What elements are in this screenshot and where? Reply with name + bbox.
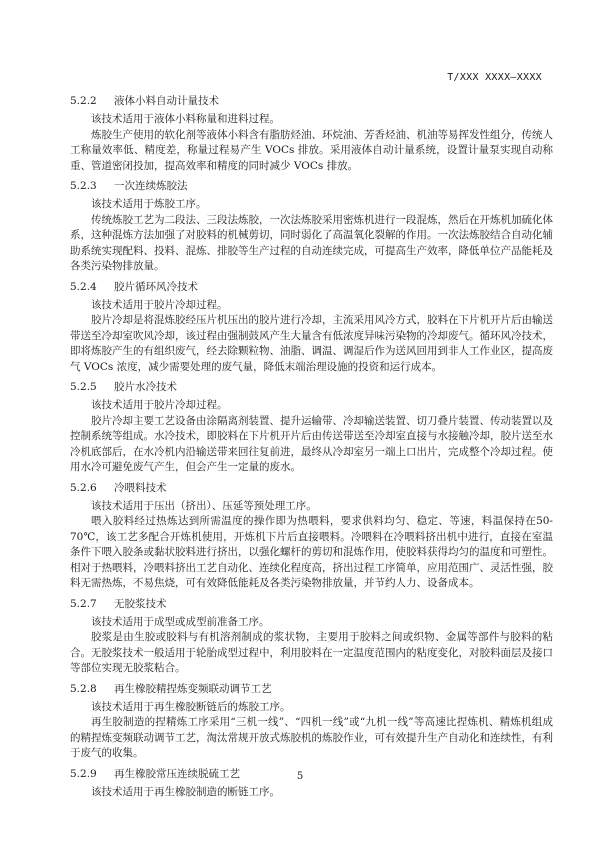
section-number: 5.2.4 [70,280,97,293]
scope-paragraph: 该技术适用于胶片冷却过程。 [91,399,228,411]
body-paragraph: 胶片冷却主要工艺设备由涂隔离剂装置、提升运输带、冷却输送装置、切刀叠片装置、传动装置以及控制系统等组成。水冷技术，即胶料在下片机开片后由传送带送至冷却室直接与水接触冷却，胶片送至水冷机底部后，在水冷机内沿输送带来回往复前进，最终从冷却室另一端上口出片，完成整个冷却过程。使用水冷可避免废气产生，但会产生一定量的废水。 [70,414,553,473]
section-number: 5.2.3 [70,180,97,192]
body-paragraph: 胶浆是由生胶或胶料与有机溶剂制成的浆状物，主要用于胶料之间或织物、金属等部件与胶料的粘合。无胶浆技术一般适用于轮胎成型过程中，利用胶料在一定温度范围内的粘度变化，对胶料面层及接口等部位实现无胶浆粘合。 [70,631,553,674]
section-heading [70,280,553,295]
body-paragraph: 传统炼胶工艺为二段法、三段法炼胶，一次法炼胶采用密炼机进行一段混炼，然后在开炼机加硫化体系，这种混炼方法加强了对胶料的机械剪切，同时弱化了高温氧化裂解的作用。一次法炼胶结合自动化辅助系统实现配料、投料、混炼、排胶等生产过程的自动连续完成，可提高生产效率，降低单位产品能耗及各类污染物排放量。 [70,213,553,272]
section-heading [70,682,553,697]
section-5-2-3 [70,179,553,275]
section-title: 再生橡胶精捏炼变频联动调节工艺 [114,682,272,695]
section-5-2-6 [70,481,553,592]
section-heading [70,481,553,496]
document-body [70,94,553,805]
scope-paragraph: 该技术适用于再生橡胶断链后的炼胶工序。 [91,700,291,713]
scope-paragraph: 该技术适用于再生橡胶制造的断链工序。 [91,785,280,798]
body-paragraph: 喂入胶料经过热炼达到所需温度的操作即为热喂料，要求供料均匀、稳定、等速，料温保持在50-70℃，该工艺多配合开炼机使用，开炼机下片后直接喂料。冷喂料在冷喂料挤出机中进行，直接在室温条件下喂入胶条或黏状胶料进行挤出，以强化螺杆的剪切和混炼作用，使胶料获得均匀的温度和可塑性。相对于热喂料，冷喂料挤出工艺自动化、连续化程度高，挤出过程工序简单，应用范围广、灵活性强，胶料无需热炼，不易焦烧，可有效降低能耗及各类污染物排放量，并节约人力、设备成本。 [70,515,553,589]
scope-paragraph: 该技术适用于成型或成型前准备工序。 [91,615,270,628]
section-heading [70,94,553,109]
section-number: 5.2.9 [70,767,97,780]
section-5-2-2 [70,94,553,174]
section-title: 一次连续炼胶法 [114,180,188,192]
scope-paragraph: 该技术适用于压出（挤出）、压延等预处理工序。 [91,499,317,512]
section-title: 液体小料自动计量技术 [114,95,219,107]
section-heading [70,597,553,612]
body-paragraph: 胶片冷却是将混炼胶经压片机压出的胶片进行冷却，主流采用风冷方式，胶料在下片机开片后由输送带送至冷却室吹风冷却，该过程由强制鼓风产生大量含有低浓度异味污染物的冷却废气。循环风冷技术，即将炼胶产生的有组织废气，经去除颗粒物、油脂、调温、调湿后作为送风回用到非人工作业区，提高废气 VOCs 浓度，减少需要处理的废气量，降低末端治理设施的投资和运行成本。 [70,314,553,373]
section-number: 5.2.5 [70,381,97,393]
section-number: 5.2.6 [70,481,97,494]
section-heading [70,380,553,395]
document-code: T/XXX XXXX—XXXX [447,72,542,83]
scope-paragraph: 该技术适用于炼胶工序。 [91,198,207,210]
section-5-2-8 [70,682,553,762]
section-5-2-4 [70,280,553,376]
section-5-2-7 [70,597,553,677]
section-heading [70,179,553,194]
page-number: 5 [296,771,304,782]
body-paragraph: 炼胶生产使用的软化剂等液体小料含有脂肪烃油、环烷油、芳香烃油、机油等易挥发性组分，传统人工称量效率低、精度差，称量过程易产生 VOCs 排放。采用液体自动计量系统，设置计量泵实现自动称重、管道密闭投加，提高效率和精度的同时减少 VOCs 排放。 [70,128,553,172]
section-number: 5.2.8 [70,682,97,695]
section-title: 冷喂料技术 [114,481,167,494]
body-paragraph: 再生胶制造的捏精炼工序采用“三机一线”、“四机一线”或“九机一线”等高速比捏炼机、精炼机组成的精捏炼变频联动调节工艺，淘汰常规开放式炼胶机的炼胶作业，可有效提升生产自动化和连续性，有利于废气的收集。 [70,716,553,759]
section-number: 5.2.2 [70,95,97,107]
scope-paragraph: 该技术适用于液体小料称量和进料过程。 [91,113,280,125]
section-title: 再生橡胶常压连续脱硫工艺 [114,767,240,780]
section-title: 胶片水冷技术 [114,381,177,393]
section-title: 无胶浆技术 [114,597,167,610]
section-title: 胶片循环风冷技术 [114,280,198,293]
section-5-2-5 [70,380,553,476]
section-number: 5.2.7 [70,597,97,610]
scope-paragraph: 该技术适用于胶片冷却过程。 [91,298,228,311]
